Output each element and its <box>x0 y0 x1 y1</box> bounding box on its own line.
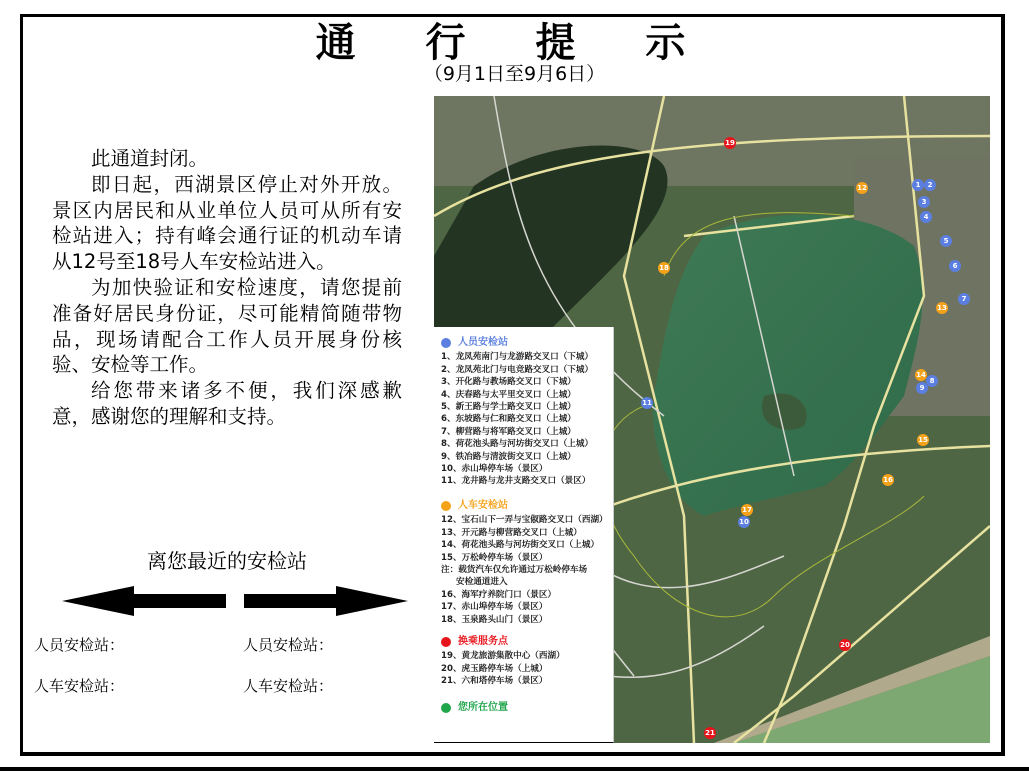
marker-personnel-5[interactable]: 5 <box>940 235 952 247</box>
legend-item: 12、宝石山下一弄与宝俶路交叉口（西湖） <box>441 515 608 526</box>
marker-personnel-4[interactable]: 4 <box>920 211 932 223</box>
marker-personnel-6[interactable]: 6 <box>949 260 961 272</box>
legend-note: 注：载货汽车仅允许通过万松岭停车场 <box>441 564 588 575</box>
left-personnel-station-label: 人员安检站： <box>34 636 125 654</box>
marker-personnel-9[interactable]: 9 <box>916 382 928 394</box>
marker-personnel-10[interactable]: 10 <box>739 518 749 526</box>
legend-transfer-heading <box>441 636 613 648</box>
page-title: 通 行 提 示 <box>315 20 714 66</box>
legend-item: 15、万松岭停车场（景区） <box>441 552 548 563</box>
legend-item: 16、海军疗养院门口（景区） <box>441 589 557 600</box>
legend-personnel-heading <box>441 337 613 349</box>
legend-item: 1、龙凤苑南门与龙游路交叉口（下城） <box>441 352 594 363</box>
red-dot-icon <box>441 637 451 647</box>
arrow-left-icon <box>62 586 226 616</box>
legend-item: 3、开化路与教场路交叉口（下城） <box>441 377 576 388</box>
legend-item: 11、龙井路与龙井支路交叉口（景区） <box>441 476 591 487</box>
orange-dot-icon <box>441 501 451 511</box>
notice-paragraph: 即日起，西湖景区停止对外开放。景区内居民和从业单位人员可从所有安检站进入；持有峰会通行证的机动车请从12号至18号人车安检站进入。 <box>52 172 402 274</box>
notice-paragraph: 给您带来诸多不便，我们深感歉意，感谢您的理解和支持。 <box>52 379 402 428</box>
legend-note: 安检通道进入 <box>456 577 508 588</box>
legend-item: 4、庆春路与太平里交叉口（上城） <box>441 389 576 400</box>
map-legend <box>434 327 614 743</box>
bottom-divider <box>0 767 1029 771</box>
marker-personnel-3[interactable]: 3 <box>918 196 930 208</box>
legend-item: 2、龙凤苑北门与电竞路交叉口（下城） <box>441 364 594 375</box>
marker-personnel-8[interactable]: 8 <box>926 375 938 387</box>
legend-item: 18、玉泉路头山门（景区） <box>441 614 548 625</box>
green-dot-icon <box>441 703 451 713</box>
legend-item: 17、赤山埠停车场（景区） <box>441 602 548 613</box>
marker-personnel-1[interactable]: 1 <box>912 179 924 191</box>
arrow-right-icon <box>244 586 408 616</box>
legend-item: 8、荷花池头路与河坊街交叉口（上城） <box>441 439 594 450</box>
marker-transfer-21[interactable]: 21 <box>705 729 715 737</box>
marker-vehicle-14[interactable]: 14 <box>916 371 926 379</box>
legend-heading-text: 人员安检站 <box>458 337 508 348</box>
right-personnel-station-label: 人员安检站： <box>243 636 334 654</box>
marker-vehicle-17[interactable]: 17 <box>742 506 752 514</box>
legend-item: 21、六和塔停车场（景区） <box>441 676 548 687</box>
marker-transfer-20[interactable]: 20 <box>840 641 850 649</box>
marker-transfer-19[interactable]: 19 <box>725 139 735 147</box>
legend-item: 6、东坡路与仁和路交叉口（上城） <box>441 414 576 425</box>
legend-heading-text: 换乘服务点 <box>458 635 508 647</box>
legend-item: 10、赤山埠停车场（景区） <box>441 464 548 475</box>
marker-personnel-2[interactable]: 2 <box>924 179 936 191</box>
legend-item: 20、虎玉路停车场（上城） <box>441 663 548 674</box>
legend-item: 7、柳营路与将军路交叉口（上城） <box>441 426 576 437</box>
marker-vehicle-12[interactable]: 12 <box>857 184 867 192</box>
legend-heading-text: 人车安检站 <box>458 499 508 511</box>
nearest-station-title: 离您最近的安检站 <box>147 549 307 573</box>
legend-item: 14、荷花池头路与河坊街交叉口（上城） <box>441 540 600 551</box>
legend-item: 13、开元路与柳营路交叉口（上城） <box>441 527 582 538</box>
marker-vehicle-13[interactable]: 13 <box>937 304 947 312</box>
notice-paragraph: 为加快验证和安检速度，请您提前准备好居民身份证，尽可能精简随带物品，现场请配合工作人员开展身份核验、安检等工作。 <box>52 275 402 377</box>
blue-dot-icon <box>441 338 451 348</box>
legend-vehicle-heading <box>441 500 613 512</box>
left-vehicle-station-label: 人车安检站： <box>34 677 125 695</box>
marker-vehicle-15[interactable]: 15 <box>918 436 928 444</box>
legend-heading-text: 您所在位置 <box>458 701 508 713</box>
date-range: （9月1日至9月6日） <box>423 63 606 85</box>
legend-you-are-here <box>441 702 613 714</box>
marker-personnel-7[interactable]: 7 <box>958 293 970 305</box>
legend-item: 19、黄龙旅游集散中心（西湖） <box>441 651 565 662</box>
marker-vehicle-18[interactable]: 18 <box>659 264 669 272</box>
notice-paragraph: 此通道封闭。 <box>91 147 209 170</box>
notice-text <box>52 146 402 430</box>
right-vehicle-station-label: 人车安检站： <box>243 677 334 695</box>
legend-item: 5、新王路与学士路交叉口（上城） <box>441 402 576 413</box>
marker-personnel-11[interactable]: 11 <box>642 399 652 407</box>
marker-vehicle-16[interactable]: 16 <box>883 476 893 484</box>
legend-item: 9、铁冶路与清波街交叉口（上城） <box>441 451 576 462</box>
